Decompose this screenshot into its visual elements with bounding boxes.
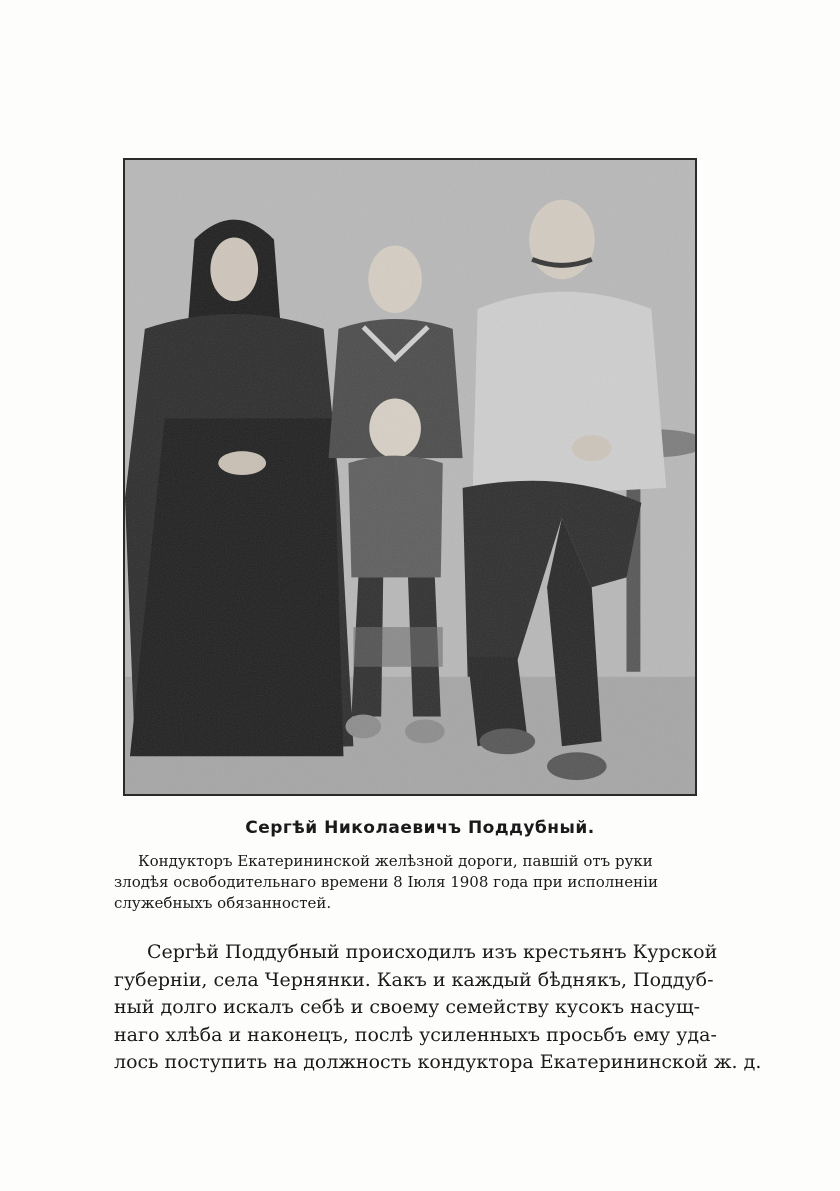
body-paragraph <box>114 939 762 1077</box>
family-portrait-photo <box>123 158 697 796</box>
body-line: ный долго искалъ себѣ и своему семейству кусокъ насущ- <box>114 996 701 1018</box>
body-line: лось поступить на должность кондуктора Екатерининской ж. д. <box>114 1051 762 1073</box>
caption-description <box>114 851 710 914</box>
body-line: Сергѣй Поддубный происходилъ изъ крестьянъ Курской <box>147 941 718 963</box>
caption-line: злодѣя освободительнаго времени 8 Іюля 1908 года при исполненіи <box>114 873 658 891</box>
caption-line: Кондукторъ Екатерининской желѣзной дороги, павшій отъ руки <box>138 852 653 870</box>
caption-line: служебныхъ обязанностей. <box>114 894 332 912</box>
body-line: наго хлѣба и наконецъ, послѣ усиленныхъ просьбъ ему уда- <box>114 1023 717 1046</box>
photo-illustration <box>125 160 695 794</box>
caption-title: Сергѣй Николаевичъ Поддубный. <box>245 818 595 838</box>
body-line: губерніи, села Чернянки. Какъ и каждый бѣднякъ, Поддуб- <box>114 968 714 991</box>
